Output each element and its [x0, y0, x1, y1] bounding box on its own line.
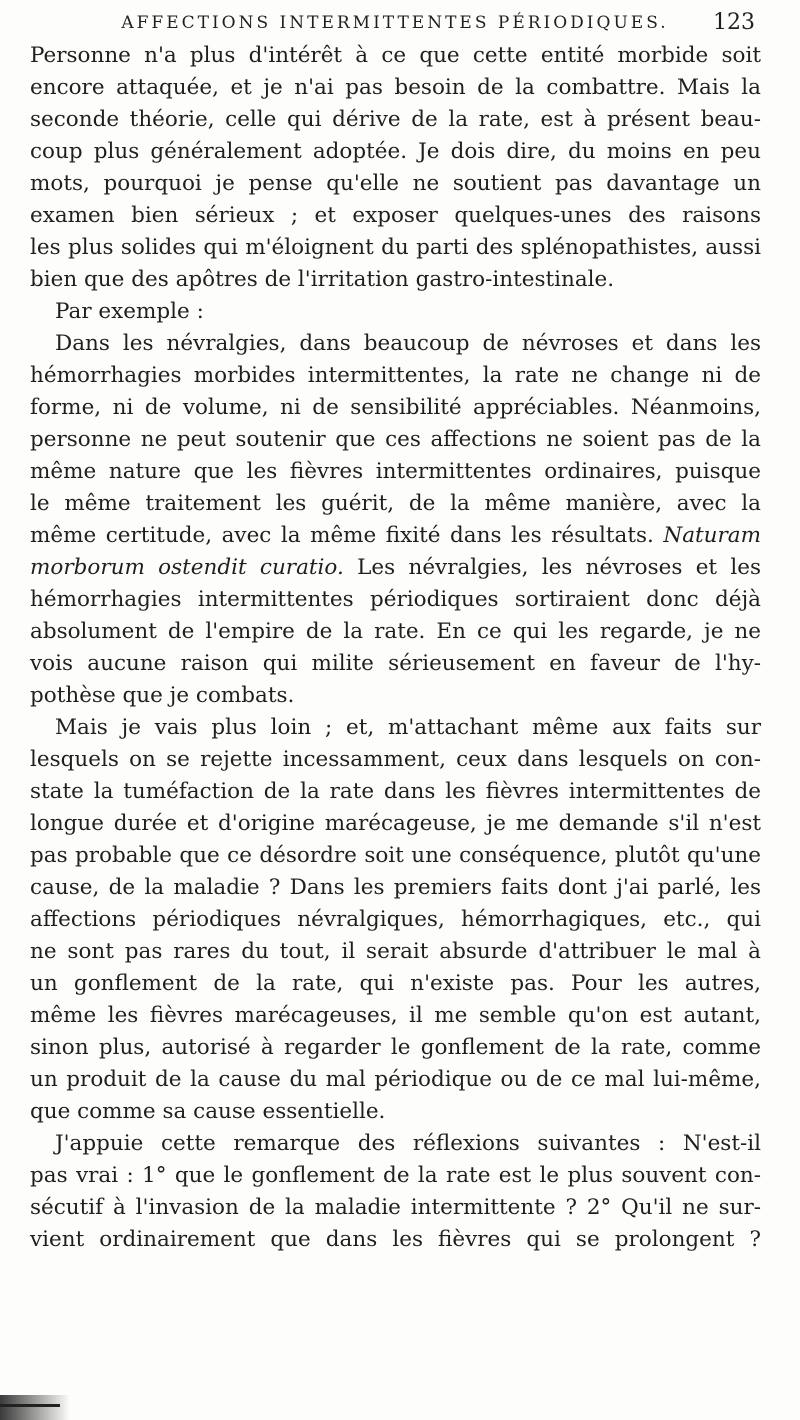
- latin-emphasis: Naturam: [663, 523, 761, 548]
- text-line: lesquels on se rejette incessamment, ceux dans lesquels on con-: [30, 747, 761, 772]
- text-line: sécutif à l'invasion de la maladie intermittente ? 2° Qu'il ne sur-: [30, 1195, 761, 1220]
- latin-emphasis: morborum ostendit curatio.: [30, 555, 344, 580]
- text-line: J'appuie cette remarque des réflexions suivantes : N'est-il: [55, 1131, 761, 1156]
- text-line: affections périodiques névralgiques, hémorrhagiques, etc., qui: [30, 907, 761, 932]
- text-line: un produit de la cause du mal périodique ou de ce mal lui-même,: [30, 1067, 761, 1092]
- text-line: cause, de la maladie ? Dans les premiers faits dont j'ai parlé, les: [30, 875, 761, 900]
- text-line: même les fièvres marécageuses, il me semble qu'on est autant,: [30, 1003, 761, 1028]
- text-line: Personne n'a plus d'intérêt à ce que cette entité morbide soit: [30, 43, 761, 68]
- text-line-part: même certitude, avec la même fixité dans les résultats.: [30, 523, 654, 548]
- page-edge-shadow: [0, 1395, 70, 1420]
- text-line: pothèse que je combats.: [30, 683, 295, 708]
- running-head: [115, 6, 755, 40]
- text-line: state la tuméfaction de la rate dans les fièvres intermittentes de: [30, 779, 761, 804]
- text-line: absolument de l'empire de la rate. En ce qui les regarde, je ne: [30, 619, 761, 644]
- page-edge-line: [0, 1404, 60, 1407]
- text-line: hémorrhagies morbides intermittentes, la rate ne change ni de: [30, 363, 761, 388]
- text-line: longue durée et d'origine marécageuse, je me demande s'il n'est: [30, 811, 761, 836]
- text-line: vois aucune raison qui milite sérieusement en faveur de l'hy-: [30, 651, 761, 676]
- text-line: vient ordinairement que dans les fièvres qui se prolongent ?: [30, 1227, 761, 1252]
- text-line: Dans les névralgies, dans beaucoup de névroses et dans les: [55, 331, 761, 356]
- text-line: personne ne peut soutenir que ces affections ne soient pas de la: [30, 427, 761, 452]
- text-line: pas vrai : 1° que le gonflement de la rate est le plus souvent con-: [30, 1163, 761, 1188]
- text-line: bien que des apôtres de l'irritation gastro-intestinale.: [30, 267, 615, 292]
- text-line: forme, ni de volume, ni de sensibilité appréciables. Néanmoins,: [30, 395, 761, 420]
- text-line: que comme sa cause essentielle.: [30, 1099, 386, 1124]
- text-line: même nature que les fièvres intermittentes ordinaires, puisque: [30, 459, 761, 484]
- text-line: coup plus généralement adoptée. Je dois dire, du moins en peu: [30, 139, 761, 164]
- text-line: [30, 520, 761, 552]
- page-number: 123: [713, 10, 755, 35]
- text-line: examen bien sérieux ; et exposer quelques-unes des raisons: [30, 203, 761, 228]
- text-line: seconde théorie, celle qui dérive de la rate, est à présent beau-: [30, 107, 761, 132]
- text-line: Par exemple :: [55, 299, 204, 324]
- text-line: pas probable que ce désordre soit une conséquence, plutôt qu'une: [30, 843, 761, 868]
- running-head-title: AFFECTIONS INTERMITTENTES PÉRIODIQUES.: [121, 13, 669, 33]
- text-line: [30, 552, 761, 584]
- text-line-part: morborum ostendit curatio. Les névralgies, les névroses et les: [30, 555, 761, 580]
- text-line: hémorrhagies intermittentes périodiques sortiraient donc déjà: [30, 587, 761, 612]
- text-line: les plus solides qui m'éloignent du parti des splénopathistes, aussi: [30, 235, 761, 260]
- text-line: Mais je vais plus loin ; et, m'attachant même aux faits sur: [55, 715, 761, 740]
- text-line: ne sont pas rares du tout, il serait absurde d'attribuer le mal à: [30, 939, 761, 964]
- text-line: sinon plus, autorisé à regarder le gonflement de la rate, comme: [30, 1035, 761, 1060]
- text-line: le même traitement les guérit, de la même manière, avec la: [30, 491, 761, 516]
- text-line: encore attaquée, et je n'ai pas besoin de la combattre. Mais la: [30, 75, 761, 100]
- text-line: un gonflement de la rate, qui n'existe pas. Pour les autres,: [30, 971, 761, 996]
- text-line: mots, pourquoi je pense qu'elle ne soutient pas davantage un: [30, 171, 761, 196]
